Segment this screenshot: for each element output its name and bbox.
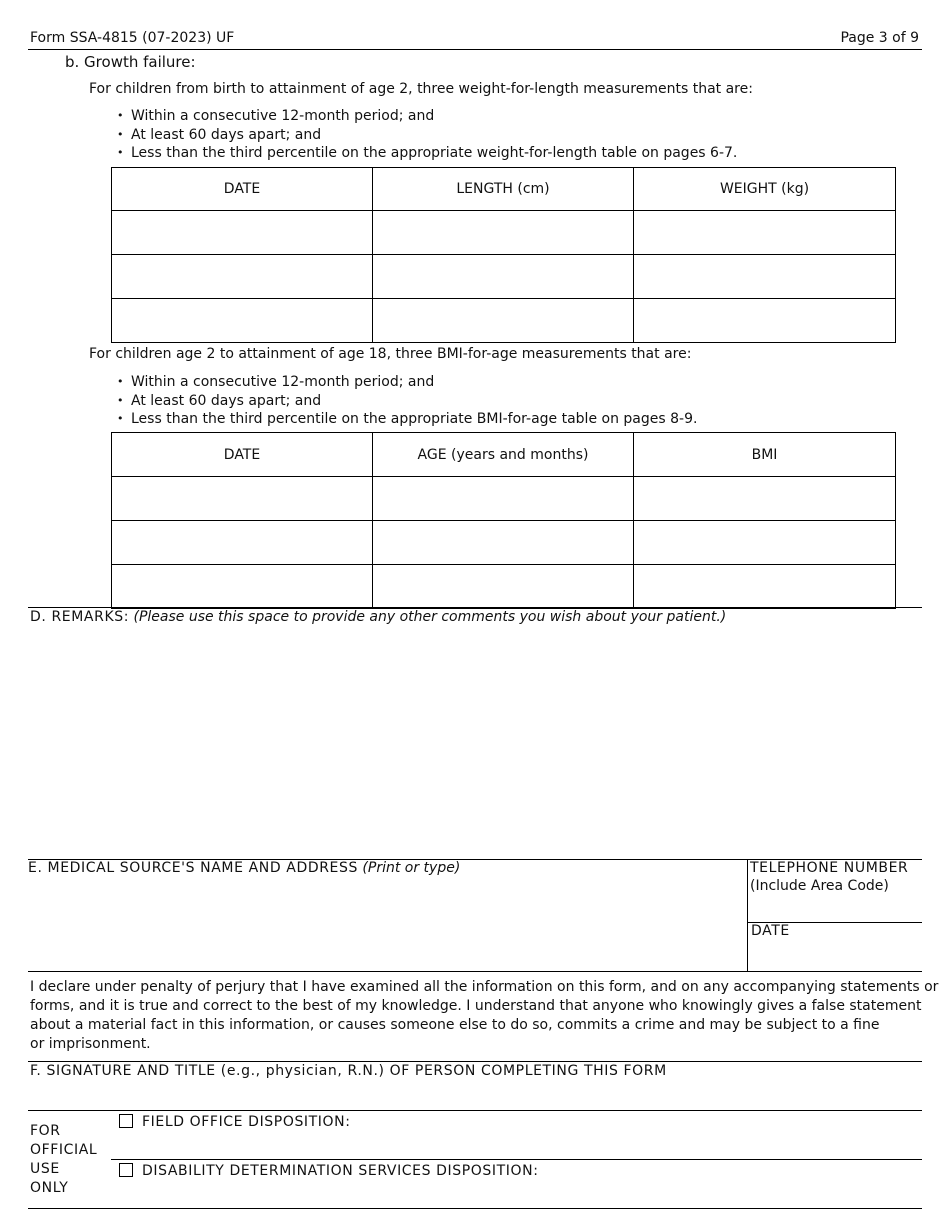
declaration-divider bbox=[28, 971, 922, 972]
table-row bbox=[112, 477, 896, 521]
length-criterion: • Less than the third percentile on the appropriate weight-for-length table on pages 6-7. bbox=[117, 144, 737, 163]
weight-for-length-table bbox=[111, 167, 896, 343]
bmi-criterion: • At least 60 days apart; and bbox=[117, 392, 697, 411]
column-header-weight: WEIGHT (kg) bbox=[634, 168, 896, 211]
medical-source-heading bbox=[28, 859, 460, 877]
bmi-input-cell[interactable] bbox=[634, 565, 896, 609]
bmi-criterion: • Within a consecutive 12-month period; and bbox=[117, 373, 697, 392]
age-input-cell[interactable] bbox=[373, 477, 634, 521]
bmi-for-age-table bbox=[111, 432, 896, 609]
column-header-bmi: BMI bbox=[634, 433, 896, 477]
field-office-checkbox[interactable] bbox=[119, 1114, 133, 1128]
declaration-line: about a material fact in this information, or causes someone else to do so, commits a crime and may be subject to a fine bbox=[30, 1017, 880, 1033]
length-input-cell[interactable] bbox=[373, 299, 634, 343]
page-number: Page 3 of 9 bbox=[840, 30, 919, 46]
remarks-heading bbox=[30, 608, 726, 626]
weight-input-cell[interactable] bbox=[634, 211, 896, 255]
medical-source-name-address-field[interactable] bbox=[28, 880, 743, 968]
growth-failure-heading: b. Growth failure: bbox=[65, 53, 196, 71]
length-criterion: • At least 60 days apart; and bbox=[117, 126, 737, 145]
official-use-label bbox=[30, 1122, 97, 1198]
date-input-cell[interactable] bbox=[112, 211, 373, 255]
bmi-input-cell[interactable] bbox=[634, 521, 896, 565]
declaration-text bbox=[30, 978, 938, 1054]
official-use-line: OFFICIAL bbox=[30, 1142, 98, 1158]
weight-input-cell[interactable] bbox=[634, 299, 896, 343]
date-input-cell[interactable] bbox=[112, 299, 373, 343]
date-label: DATE bbox=[751, 923, 790, 939]
bmi-criterion: • Less than the third percentile on the appropriate BMI-for-age table on pages 8-9. bbox=[117, 410, 697, 429]
table-header-row bbox=[112, 433, 896, 477]
signature-label: F. SIGNATURE AND TITLE (e.g., physician, R.N.) OF PERSON COMPLETING THIS FORM bbox=[30, 1063, 667, 1079]
length-intro: For children from birth to attainment of age 2, three weight-for-length measurements that are: bbox=[89, 81, 753, 97]
bmi-criteria-list bbox=[117, 373, 697, 429]
signature-field[interactable] bbox=[28, 1082, 922, 1108]
column-header-age: AGE (years and months) bbox=[373, 433, 634, 477]
weight-input-cell[interactable] bbox=[634, 255, 896, 299]
column-header-date: DATE bbox=[112, 433, 373, 477]
column-header-date: DATE bbox=[112, 168, 373, 211]
age-input-cell[interactable] bbox=[373, 565, 634, 609]
medical-source-hint: (Print or type) bbox=[362, 860, 461, 876]
bottom-divider bbox=[28, 1208, 922, 1209]
declaration-line: forms, and it is true and correct to the best of my knowledge. I understand that anyone who knowingly gives a false statement bbox=[30, 998, 922, 1014]
telephone-field[interactable] bbox=[750, 896, 920, 920]
date-input-cell[interactable] bbox=[112, 255, 373, 299]
length-input-cell[interactable] bbox=[373, 211, 634, 255]
declaration-line: or imprisonment. bbox=[30, 1036, 151, 1052]
remarks-label: D. REMARKS: bbox=[30, 609, 130, 625]
remarks-textarea[interactable] bbox=[28, 630, 922, 856]
disposition-divider bbox=[111, 1159, 922, 1160]
table-row bbox=[112, 565, 896, 609]
dds-label: DISABILITY DETERMINATION SERVICES DISPOSITION: bbox=[142, 1163, 539, 1179]
column-header-length: LENGTH (cm) bbox=[373, 168, 634, 211]
age-input-cell[interactable] bbox=[373, 521, 634, 565]
declaration-line: I declare under penalty of perjury that I have examined all the information on this form, and on any accompanying statements or bbox=[30, 979, 939, 995]
date-input-cell[interactable] bbox=[112, 521, 373, 565]
official-use-line: USE bbox=[30, 1161, 60, 1177]
length-criterion: • Within a consecutive 12-month period; and bbox=[117, 107, 737, 126]
dds-checkbox[interactable] bbox=[119, 1163, 133, 1177]
official-use-line: FOR bbox=[30, 1123, 61, 1139]
length-criteria-list bbox=[117, 107, 737, 163]
medical-source-column-divider bbox=[747, 859, 748, 971]
form-id: Form SSA-4815 (07-2023) UF bbox=[30, 30, 235, 46]
date-input-cell[interactable] bbox=[112, 565, 373, 609]
official-use-line: ONLY bbox=[30, 1180, 69, 1196]
length-input-cell[interactable] bbox=[373, 255, 634, 299]
table-row bbox=[112, 211, 896, 255]
table-row bbox=[112, 255, 896, 299]
bmi-input-cell[interactable] bbox=[634, 477, 896, 521]
table-row bbox=[112, 521, 896, 565]
field-office-label: FIELD OFFICE DISPOSITION: bbox=[142, 1114, 351, 1130]
date-field[interactable] bbox=[750, 942, 920, 968]
table-row bbox=[112, 299, 896, 343]
table-header-row bbox=[112, 168, 896, 211]
telephone-label: TELEPHONE NUMBER bbox=[750, 860, 909, 876]
bmi-intro: For children age 2 to attainment of age 18, three BMI-for-age measurements that are: bbox=[89, 346, 692, 362]
remarks-hint: (Please use this space to provide any other comments you wish about your patient.) bbox=[133, 609, 727, 625]
header-divider bbox=[28, 49, 922, 50]
medical-source-label: E. MEDICAL SOURCE'S NAME AND ADDRESS bbox=[28, 860, 358, 876]
telephone-hint: (Include Area Code) bbox=[750, 878, 889, 894]
date-input-cell[interactable] bbox=[112, 477, 373, 521]
official-use-divider bbox=[28, 1110, 922, 1111]
